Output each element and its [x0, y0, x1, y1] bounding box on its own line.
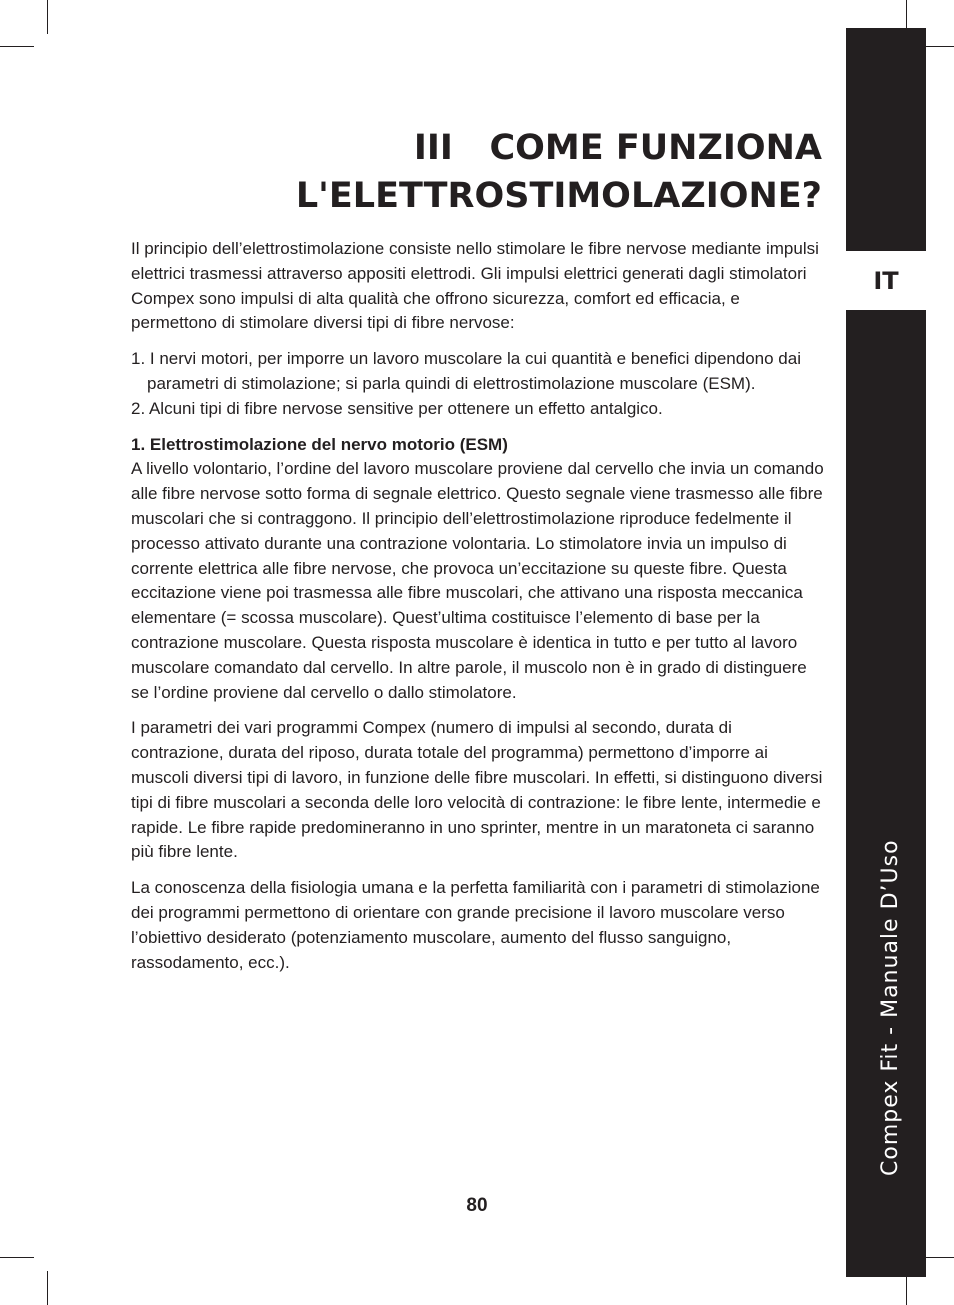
- section-heading: 1. Elettrostimolazione del nervo motorio (ESM): [131, 434, 508, 454]
- section-paragraph: A livello volontario, l’ordine del lavoro muscolare proviene dal cervello che invia un comando alle fibre nervose sotto forma di segnale elettrico. Questo segnale viene trasmesso alle fibre muscolari che si contraggono. Il principio dell’elettrostimolazione riproduce fedelmente il processo attivato durante una contrazione volontaria. Lo stimolatore invia un impulso di corrente elettrica alle fibre nervose, che provoca un’eccitazione su queste fibre. Questa eccitazione viene poi trasmessa alle fibre muscolari, che attivano una risposta meccanica elementare (= scossa muscolare). Quest’ultima costituisce l’elemento di base per la contrazione muscolare. Questa risposta muscolare è identica in tutto e per tutto al lavoro muscolare comandato dal cervello. In altre parole, il muscolo non è in grado di distinguere se l’ordine proviene dal cervello o dallo stimolatore.: [131, 459, 824, 702]
- chapter-title: [200, 124, 822, 220]
- section-paragraph: La conoscenza della fisiologia umana e la perfetta familiarità con i parametri di stimolazione dei programmi permettono di orientare con grande precisione il lavoro muscolare verso l’obiettivo desiderato (potenziamento muscolare, aumento del flusso sanguigno, rassodamento, ecc.).: [131, 878, 820, 972]
- crop-mark: [0, 1257, 34, 1258]
- crop-mark: [47, 0, 48, 34]
- language-tab: IT: [846, 251, 926, 310]
- crop-mark: [0, 46, 34, 47]
- list-item: 1. I nervi motori, per imporre un lavoro muscolare la cui quantità e benefici dipendono dai parametri di stimolazione; si parla quindi di elettrostimolazione muscolare (ESM).: [131, 349, 801, 393]
- chapter-title-line-2: L'ELETTROSTIMOLAZIONE?: [295, 176, 822, 216]
- crop-mark: [47, 1271, 48, 1305]
- chapter-title-line-1: III COME FUNZIONA: [413, 128, 822, 168]
- list-item: 2. Alcuni tipi di fibre nervose sensitive per ottenere un effetto antalgico.: [131, 398, 663, 418]
- page-number: 80: [466, 1195, 488, 1216]
- body-text: [131, 237, 825, 986]
- sidebar-manual-title: Compex Fit - Manuale D’Uso: [878, 839, 903, 1176]
- sidebar-band-top: [846, 28, 926, 251]
- fiber-types-list: [131, 347, 825, 421]
- intro-paragraph: Il principio dell’elettrostimolazione consiste nello stimolare le fibre nervose mediante impulsi elettrici trasmessi attraverso appositi elettrodi. Gli impulsi elettrici generati dagli stimolatori Compex sono impulsi di alta qualità che offrono sicurezza, comfort ed efficacia, e permettono di stimolare diversi tipi di fibre nervose:: [131, 239, 819, 333]
- section-paragraph: I parametri dei vari programmi Compex (numero di impulsi al secondo, durata di contrazione, durata del riposo, durata totale del programma) permettono d’imporre ai muscoli diversi tipi di lavoro, in funzione delle fibre muscolari. In effetti, si distinguono diversi tipi di fibre muscolari a seconda delle loro velocità di contrazione: le fibre lente, intermedie e rapide. Le fibre rapide predomineranno in uno sprinter, mentre in un maratoneta ci saranno più fibre lente.: [131, 718, 823, 862]
